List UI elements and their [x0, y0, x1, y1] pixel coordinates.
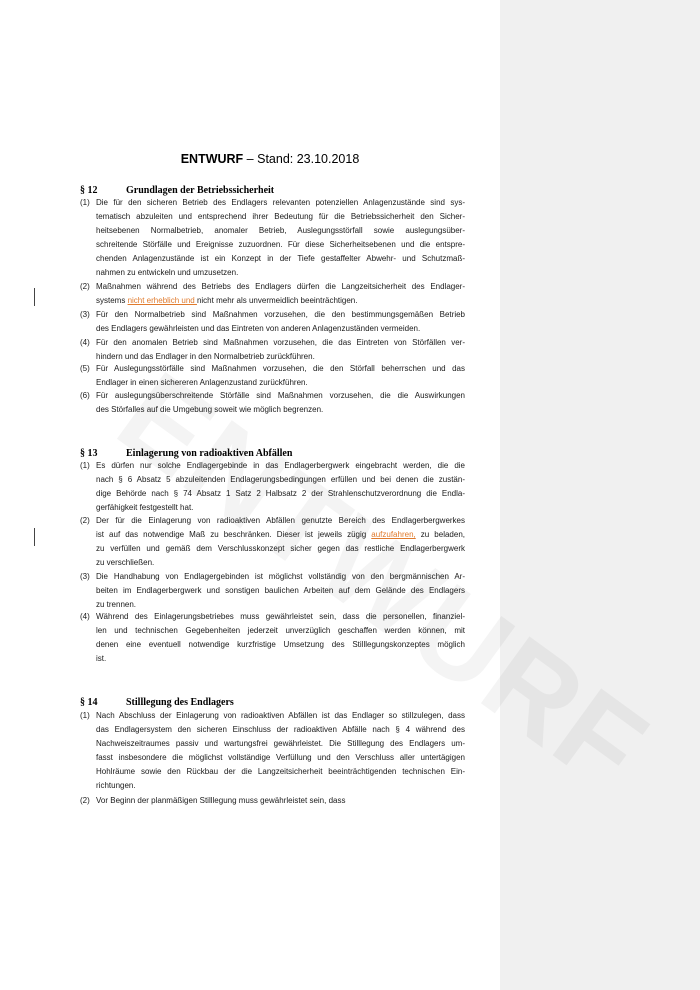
paragraph-number: (6)	[80, 391, 90, 400]
text-line: len und technischen Gegebenheiten jederzeit unverzüglich geschaffen werden können, mit	[96, 626, 465, 635]
text-line	[96, 294, 465, 308]
text-line: Maßnahmen während des Betriebs des Endlagers dürfen die Langzeitsicherheit des Endlager-	[96, 282, 465, 291]
paragraph-number: (1)	[80, 461, 90, 470]
change-bar	[34, 288, 35, 306]
text-line: gerfähigkeit festgestellt hat.	[96, 503, 194, 512]
section-heading-14	[80, 697, 480, 708]
paragraph-13-4	[80, 610, 465, 666]
text-line: Für den anomalen Betrieb sind Maßnahmen vorzusehen, die das Eintreten von Störfällen ver-	[96, 338, 465, 347]
text-line: Vor Beginn der planmäßigen Stilllegung muss gewährleistet sein, dass	[96, 796, 346, 805]
text-line: Die Handhabung von Endlagergebinden ist möglichst vollständig von den bergmännischen Ar-	[96, 572, 465, 581]
text-line: zu verfüllen und gemäß dem Verschlusskonzept sicher gegen das restliche Endlagerbergwerk	[96, 544, 465, 553]
text-line: Nachweiszeitraumes passiv und wartungsfrei gewährleistet. Die Stilllegung des Endlagers um-	[96, 739, 465, 748]
text-line: chenden Anlagenzustände ist ein Konzept in der Tiefe gestaffelter Abwehr- und Schutzmaß-	[96, 254, 465, 263]
paragraph-number: (3)	[80, 310, 90, 319]
tracked-insertion: aufzufahren,	[371, 530, 416, 539]
text-line: Es dürfen nur solche Endlagergebinde in das Endlagerbergwerk eingebracht werden, die die	[96, 461, 465, 470]
text-line: nahmen zu entwickeln und umzusetzen.	[96, 268, 239, 277]
text-line: das Endlagersystem den sicheren Einschluss der radioaktiven Abfälle nach § 4 während des	[96, 725, 465, 734]
change-bar	[34, 528, 35, 546]
text-line: richtungen.	[96, 781, 136, 790]
text-line: denen eine eventuell notwendige kurzfristige Umsetzung des Stilllegungskonzeptes möglich	[96, 640, 465, 649]
paragraph-14-2	[80, 794, 465, 808]
title-draft: ENTWURF	[180, 152, 244, 166]
text-line: hindern und das Endlager in den Normalbetrieb zurückführen.	[96, 352, 315, 361]
text-line: schreitende Störfälle und Ereignisse zuzuordnen. Für diese Sicherheitsebenen und die entspre-	[96, 240, 465, 249]
page-title	[0, 152, 540, 166]
paragraph-number: (5)	[80, 364, 90, 373]
text-line: fasst insbesondere die möglichst vollständige Verfüllung und den Verschluss aller untertägigen	[96, 753, 465, 762]
text-line: Der für die Einlagerung von radioaktiven Abfällen genutzte Bereich des Endlagerbergwerkes	[96, 516, 465, 525]
paragraph-12-5	[80, 362, 465, 390]
tracked-insertion: nicht erheblich und	[127, 296, 197, 305]
section-heading-13	[80, 448, 480, 459]
text-line: zu verschließen.	[96, 558, 155, 567]
text-line: heitsebenen Normalbetrieb, anomaler Betrieb, Auslegungsstörfall sowie auslegungsüber-	[96, 226, 465, 235]
paragraph-13-1	[80, 459, 465, 515]
text-line: beiten im Endlagerbergwerk und sonstigen baulichen Arbeiten auf dem Gelände des Endlagers	[96, 586, 465, 595]
text-line: Während des Einlagerungsbetriebes muss gewährleistet sein, dass die personellen, finanziel-	[96, 612, 465, 621]
text-line: Endlager in einen sichereren Anlagenzustand zurückführen.	[96, 378, 308, 387]
text-segment: ist auf das notwendige Maß zu beschränken. Dieser ist jeweils zügig	[96, 530, 372, 539]
paragraph-number: (2)	[80, 516, 90, 525]
paragraph-12-6	[80, 389, 465, 417]
text-line: des Störfalles auf die Umgebung soweit wie möglich begrenzen.	[96, 405, 324, 414]
paragraph-number: (2)	[80, 796, 90, 805]
section-title: Grundlagen der Betriebssicherheit	[126, 185, 275, 196]
text-line: Die für den sicheren Betrieb des Endlagers relevanten potenziellen Anlagenzustände sind sys-	[96, 198, 465, 207]
section-heading-12	[80, 185, 480, 196]
paragraph-13-3	[80, 570, 465, 612]
text-line: des Endlagers gewährleisten und das Eintreten von anderen Anlagenzuständen vermeiden.	[96, 324, 421, 333]
text-segment: zu beladen,	[415, 530, 466, 539]
paragraph-number: (4)	[80, 612, 90, 621]
paragraph-12-2	[80, 280, 465, 308]
text-line	[96, 528, 465, 542]
text-line: Für den Normalbetrieb sind Maßnahmen vorzusehen, die den bestimmungsgemäßen Betrieb	[96, 310, 465, 319]
paragraph-12-1	[80, 196, 465, 280]
text-segment: systems	[96, 296, 128, 305]
text-line: zu trennen.	[96, 600, 137, 609]
text-line: dige Behörde nach § 74 Absatz 1 Satz 2 Halbsatz 2 der Strahlenschutzverordnung die Endla-	[96, 489, 465, 498]
text-line: nach § 6 Absatz 5 abzuleitenden Endlagerungsbedingungen erfüllen und bei denen die zustän-	[96, 475, 465, 484]
text-line: Für auslegungsüberschreitende Störfälle sind Maßnahmen vorzusehen, die die Auswirkungen	[96, 391, 465, 400]
title-date: – Stand: 23.10.2018	[243, 152, 360, 166]
paragraph-number: (1)	[80, 711, 90, 720]
text-segment: nicht mehr als unvermeidlich beeinträchtigen.	[196, 296, 358, 305]
paragraph-number: (3)	[80, 572, 90, 581]
section-number: § 14	[80, 697, 98, 708]
paragraph-number: (2)	[80, 282, 90, 291]
paragraph-13-2	[80, 514, 465, 570]
section-title: Einlagerung von radioaktiven Abfällen	[126, 448, 293, 459]
comment-markup-pane	[500, 0, 700, 990]
paragraph-12-3	[80, 308, 465, 336]
paragraph-number: (4)	[80, 338, 90, 347]
text-line: tematisch abzuleiten und entsprechend ihrer Bedeutung für die Betriebssicherheit den Sicher-	[96, 212, 465, 221]
text-line: Nach Abschluss der Einlagerung von radioaktiven Abfällen ist das Endlager so stillzulegen, dass	[96, 711, 465, 720]
paragraph-12-4	[80, 336, 465, 364]
section-number: § 12	[80, 185, 98, 196]
section-title: Stilllegung des Endlagers	[126, 697, 234, 708]
paragraph-14-1	[80, 709, 465, 793]
text-line: Für Auslegungsstörfälle sind Maßnahmen vorzusehen, die den Störfall beherrschen und das	[96, 364, 465, 373]
text-line: Hohlräume sowie den Rückbau der die Langzeitsicherheit beeinträchtigenden technischen Ein-	[96, 767, 465, 776]
paragraph-number: (1)	[80, 198, 90, 207]
text-line: ist.	[96, 654, 107, 663]
section-number: § 13	[80, 448, 98, 459]
